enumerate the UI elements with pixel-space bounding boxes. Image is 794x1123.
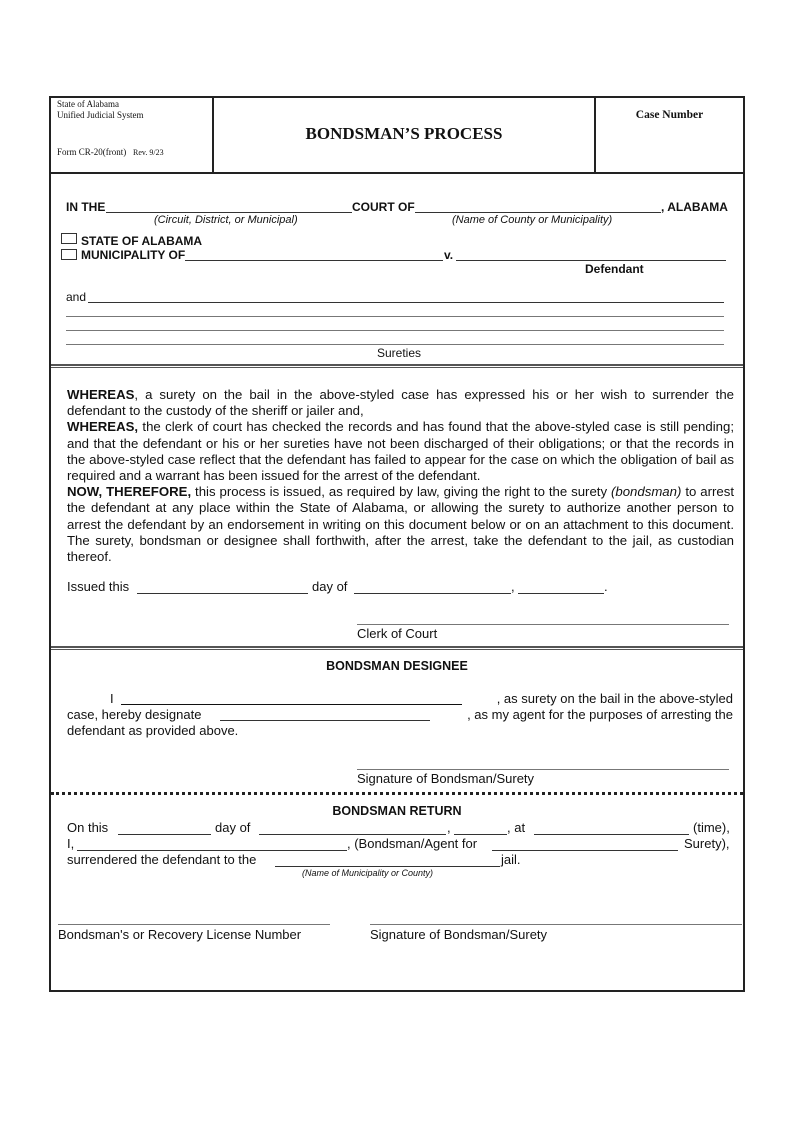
on-this-label: On this xyxy=(67,820,109,835)
issued-period: . xyxy=(604,579,608,594)
return-comma: , xyxy=(447,820,451,835)
designee-text-2: case, hereby designate xyxy=(67,707,202,722)
agency-system: Unified Judicial System xyxy=(57,110,144,120)
return-day-of-label: day of xyxy=(215,820,251,835)
in-the-label: IN THE xyxy=(66,200,106,214)
license-number-label: Bondsman's or Recovery License Number xyxy=(58,927,302,942)
case-number-block[interactable] xyxy=(596,98,743,172)
form-title: BONDSMAN’S PROCESS xyxy=(305,124,503,143)
return-i-label: I, xyxy=(67,836,75,851)
return-year-field[interactable] xyxy=(454,834,507,835)
surety-label: Surety), xyxy=(684,836,730,851)
form-id: Form CR-20(front) xyxy=(57,147,127,157)
court-of-label: COURT OF xyxy=(352,200,415,214)
clerk-of-court-label: Clerk of Court xyxy=(357,626,438,641)
now-therefore-clause: NOW, THEREFORE, this process is issued, as required by law, giving the right to the surety (bondsman) to arrest the defendant at any place within the State of Alabama, or allowing the surety to authorize another person to arrest the defendant by an endorsement in writing on this document below or on an attachment to this document. The surety, bondsman or designee shall forthwith, after the arrest, take the defendant to the jail, as custodian thereof. xyxy=(67,484,734,565)
bondsman-name-field[interactable] xyxy=(77,850,347,851)
issued-day-of-label: day of xyxy=(312,579,348,594)
process-text xyxy=(67,387,734,565)
court-type-field[interactable] xyxy=(106,212,352,213)
surety-field-1[interactable] xyxy=(88,302,724,303)
court-type-hint: (Circuit, District, or Municipal) xyxy=(154,214,298,226)
surety-field-3[interactable] xyxy=(66,330,724,331)
return-month-field[interactable] xyxy=(259,834,446,835)
defendant-field[interactable] xyxy=(456,260,726,261)
return-at-label: , at xyxy=(507,820,526,835)
dotted-divider xyxy=(51,792,743,795)
designee-text-1: , as surety on the bail in the above-styled xyxy=(496,691,733,706)
designee-i-label: I xyxy=(110,691,114,706)
return-signature-field[interactable] xyxy=(370,924,742,925)
clerk-signature-field[interactable] xyxy=(357,624,729,625)
case-number-label: Case Number xyxy=(635,109,704,121)
designee-signature-field[interactable] xyxy=(357,769,729,770)
designee-signature-label: Signature of Bondsman/Surety xyxy=(357,771,535,786)
return-heading: BONDSMAN RETURN xyxy=(332,804,462,818)
designee-text-4: defendant as provided above. xyxy=(67,723,239,738)
surrendered-label: surrendered the defendant to the xyxy=(67,852,257,867)
designee-heading: BONDSMAN DESIGNEE xyxy=(326,659,468,673)
municipality-field[interactable] xyxy=(185,260,443,261)
issued-year-field[interactable] xyxy=(518,593,604,594)
issued-month-field[interactable] xyxy=(354,593,511,594)
jail-name-field[interactable] xyxy=(275,866,500,867)
return-day-field[interactable] xyxy=(118,834,211,835)
defendant-label: Defendant xyxy=(585,262,644,276)
agent-for-label: , (Bondsman/Agent for xyxy=(347,836,478,851)
jail-hint: (Name of Municipality or County) xyxy=(302,868,434,878)
surety-name-field[interactable] xyxy=(121,704,462,705)
time-label: (time), xyxy=(693,820,730,835)
form-revision: Rev. 9/23 xyxy=(133,148,164,157)
section-divider xyxy=(51,646,743,650)
surety-field-2[interactable] xyxy=(66,316,724,317)
issued-this-label: Issued this xyxy=(67,579,130,594)
agent-name-field[interactable] xyxy=(220,720,430,721)
state-of-alabama-label: STATE OF ALABAMA xyxy=(81,234,203,248)
title-block xyxy=(214,98,596,172)
form-header xyxy=(51,98,743,174)
agency-state: State of Alabama xyxy=(57,99,119,109)
surety-field-4[interactable] xyxy=(66,344,724,345)
return-signature-label: Signature of Bondsman/Surety xyxy=(370,927,548,942)
bondsman-process-form xyxy=(49,96,745,992)
license-number-field[interactable] xyxy=(58,924,330,925)
county-hint: (Name of County or Municipality) xyxy=(452,214,613,226)
and-label: and xyxy=(66,290,87,304)
whereas-clause-1: WHEREAS, a surety on the bail in the above-styled case has expressed his or her wish to surrender the defendant to the custody of the sheriff or jailer and, xyxy=(67,387,734,419)
section-divider xyxy=(51,364,743,368)
designee-text-3: , as my agent for the purposes of arresting the xyxy=(467,707,733,722)
issued-comma: , xyxy=(511,579,515,594)
state-of-alabama-checkbox[interactable] xyxy=(61,233,77,244)
municipality-checkbox[interactable] xyxy=(61,249,77,260)
municipality-label: MUNICIPALITY OF xyxy=(81,248,186,262)
surety-company-field[interactable] xyxy=(492,850,678,851)
sureties-label: Sureties xyxy=(377,346,422,360)
issued-day-field[interactable] xyxy=(137,593,308,594)
agency-block xyxy=(51,98,214,172)
whereas-clause-2: WHEREAS, the clerk of court has checked the records and has found that the above-styled case is still pending; and that the defendant or his or her sureties have not been discharged of their obligations; or that the records in the above-styled case reflect that the defendant has failed to appear for the case on which the obligation of bail as required and a warrant has been issued for the arrest of the defendant. xyxy=(67,419,734,484)
jail-label: jail. xyxy=(501,852,521,867)
alabama-label: , ALABAMA xyxy=(661,200,728,214)
form-id-line xyxy=(57,147,164,158)
versus-label: v. xyxy=(444,248,454,262)
return-time-field[interactable] xyxy=(534,834,689,835)
county-field[interactable] xyxy=(415,212,661,213)
